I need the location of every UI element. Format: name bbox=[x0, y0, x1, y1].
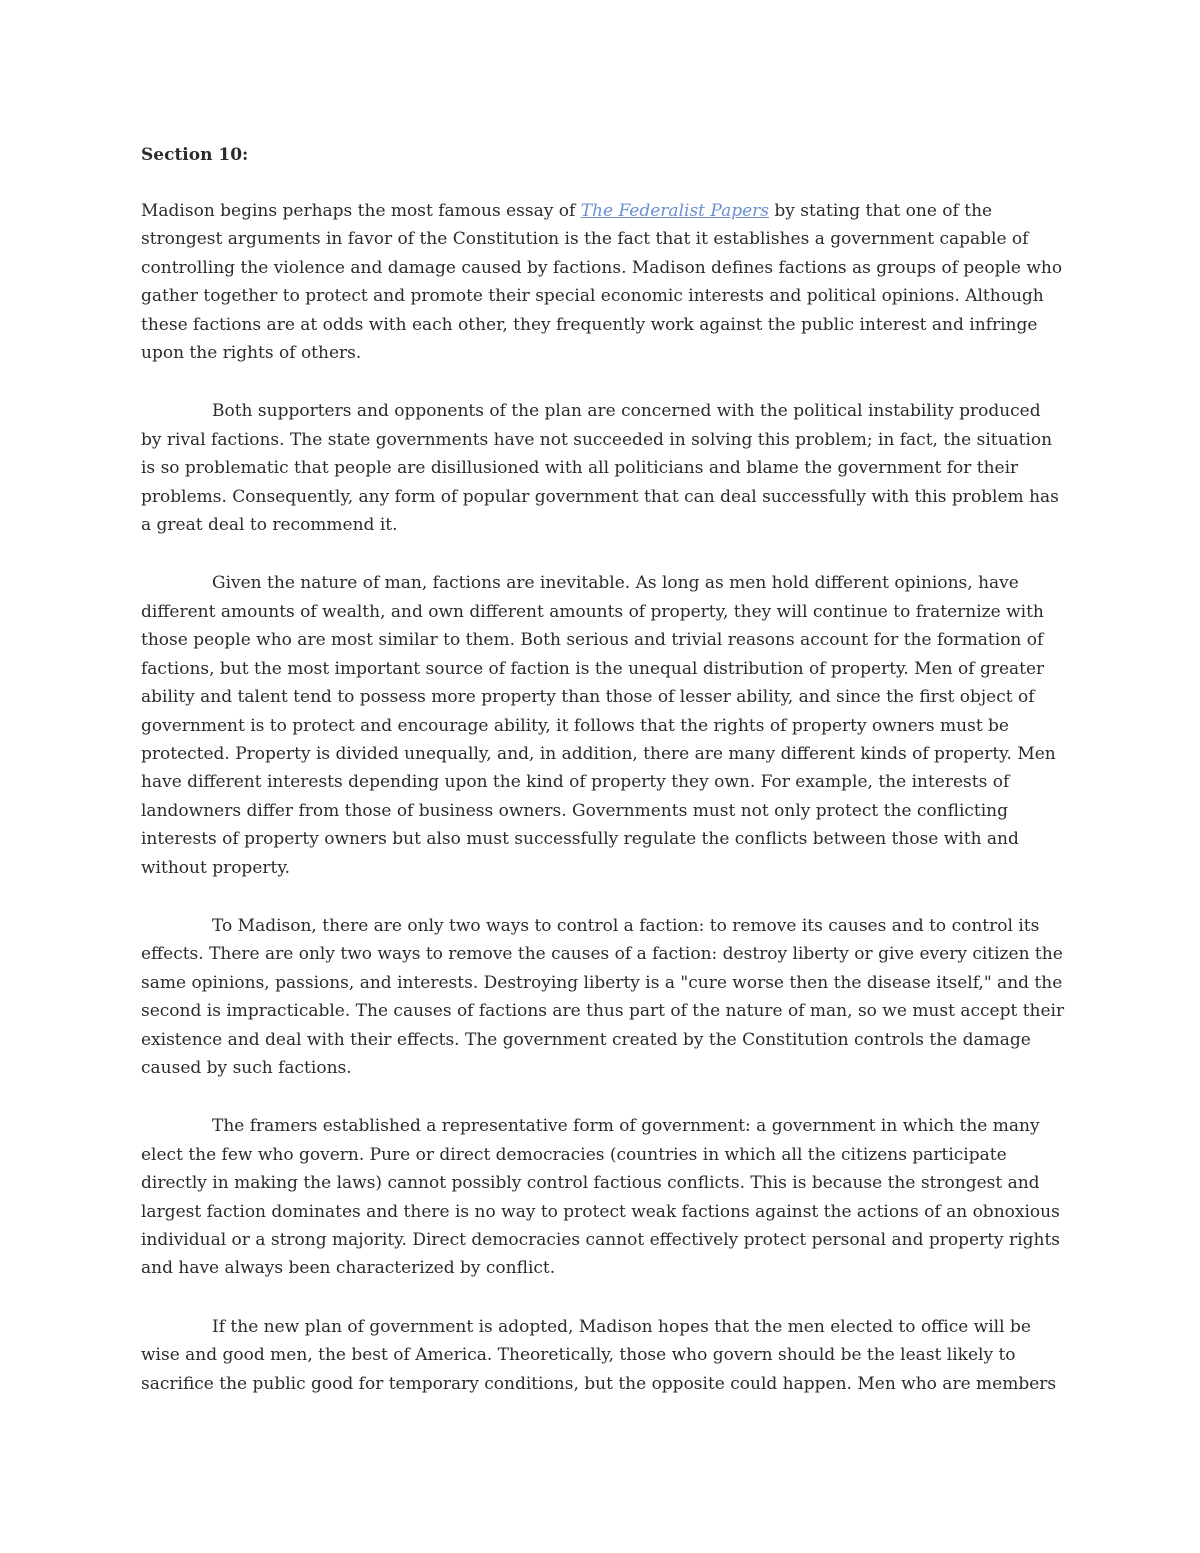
paragraph-1 bbox=[141, 197, 1066, 367]
paragraph-1-text-end: by stating that one of the strongest arguments in favor of the Constitution is the fact that it establishes a government capable of controlling the violence and damage caused by factions. Madison defines factions as groups of people who gather together to protect and promote their special economic interests and political opinions. Although these factions are at odds with each other, they frequently work against the public interest and infringe upon the rights of others. bbox=[141, 201, 1063, 364]
section-heading: Section 10: bbox=[141, 145, 249, 165]
paragraph-4: To Madison, there are only two ways to control a faction: to remove its causes and to control its effects. There are only two ways to remove the causes of a faction: destroy liberty or give every citizen the same opinions, passions, and interests. Destroying liberty is a "cure worse then the disease itself," and the second is impracticable. The causes of factions are thus part of the nature of man, so we must accept their existence and deal with their effects. The government created by the Constitution controls the damage caused by such factions. bbox=[141, 915, 1065, 1078]
paragraph-2: Both supporters and opponents of the plan are concerned with the political instability produced by rival factions. The state governments have not succeeded in solving this problem; in fact, the situation is so problematic that people are disillusioned with all politicians and blame the government for their problems. Consequently, any form of popular government that can deal successfully with this problem has a great deal to recommend it. bbox=[141, 401, 1059, 536]
paragraph-6: If the new plan of government is adopted, Madison hopes that the men elected to office will be wise and good men, the best of America. Theoretically, those who govern should be the least likely to sacrifice the public good for temporary conditions, but the opposite could happen. Men who are members bbox=[141, 1316, 1057, 1394]
federalist-papers-link[interactable]: The Federalist Papers bbox=[580, 201, 770, 221]
document-body bbox=[141, 141, 1066, 1428]
paragraph-5: The framers established a representative form of government: a government in which the many elect the few who govern. Pure or direct democracies (countries in which all the citizens participate directly in making the laws) cannot possibly control factious conflicts. This is because the strongest and largest faction dominates and there is no way to protect weak factions against the actions of an obnoxious individual or a strong majority. Direct democracies cannot effectively protect personal and property rights and have always been characterized by conflict. bbox=[141, 1116, 1060, 1279]
paragraph-1-text-start: Madison begins perhaps the most famous essay of bbox=[141, 201, 581, 221]
paragraph-3: Given the nature of man, factions are inevitable. As long as men hold different opinions, have different amounts of wealth, and own different amounts of property, they will continue to fraternize with those people who are most similar to them. Both serious and trivial reasons account for the formation of factions, but the most important source of faction is the unequal distribution of property. Men of greater ability and talent tend to possess more property than those of lesser ability, and since the first object of government is to protect and encourage ability, it follows that the rights of property owners must be protected. Property is divided unequally, and, in addition, there are many different kinds of property. Men have different interests depending upon the kind of property they own. For example, the interests of landowners differ from those of business owners. Governments must not only protect the conflicting interests of property owners but also must successfully regulate the conflicts between those with and without property. bbox=[141, 573, 1056, 878]
